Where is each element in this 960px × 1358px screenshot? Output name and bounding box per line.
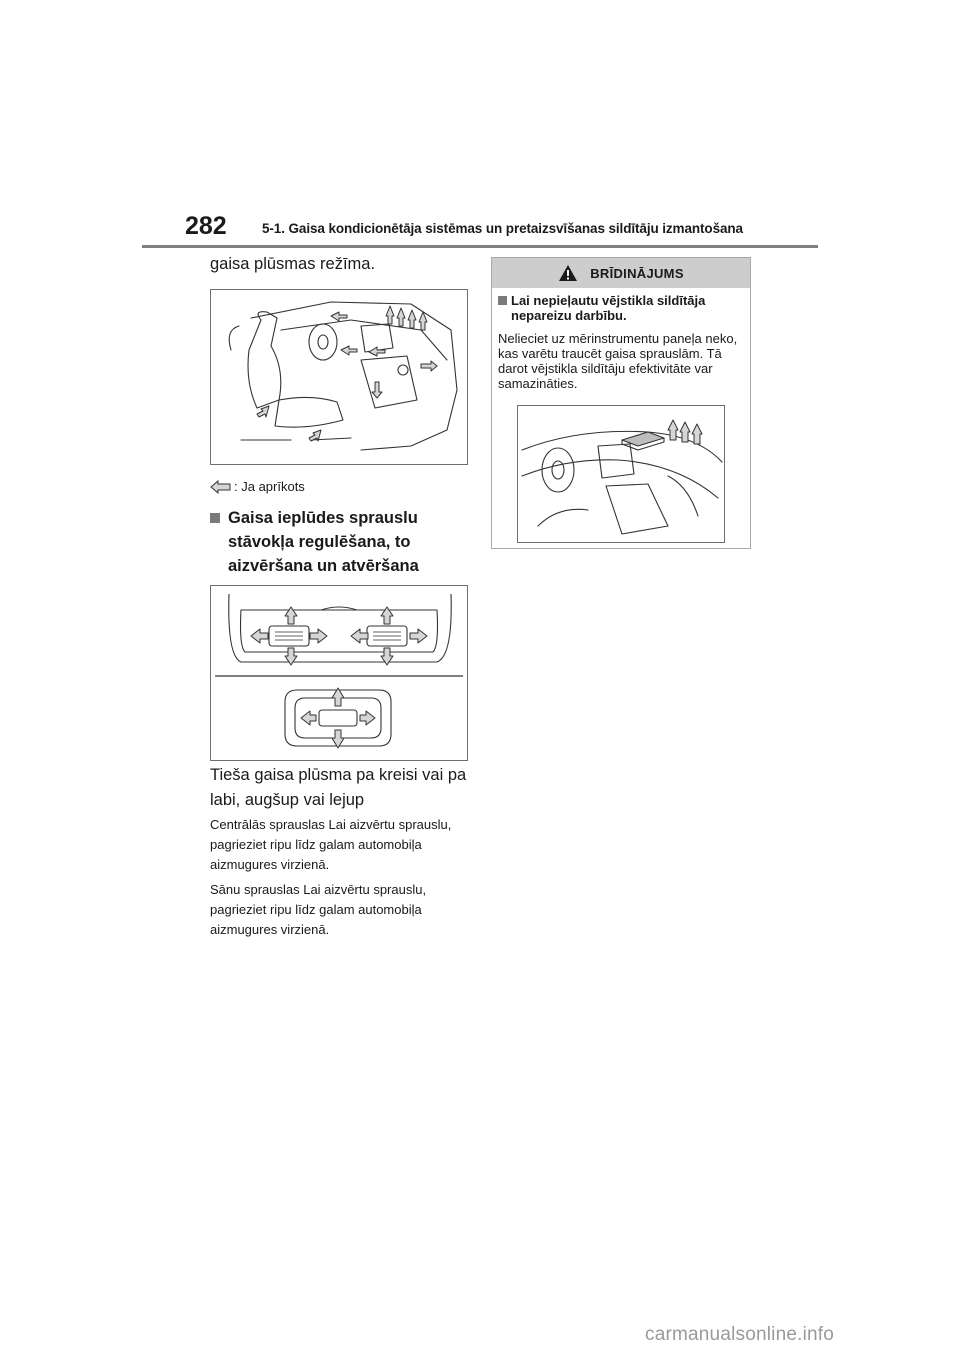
side-vents-paragraph: Sānu sprauslas Lai aizvērtu sprauslu, pagrieziet ripu līdz galam automobiļa aizmugures virzienā. <box>210 882 427 937</box>
bullet-square-icon <box>498 296 507 305</box>
subheading-text: Gaisa ieplūdes sprauslu stāvokļa regulēšana, to aizvēršana un atvēršana <box>228 509 419 575</box>
figure-caption: Tieša gaisa plūsma pa kreisi vai pa labi, augšup vai lejup <box>210 766 467 809</box>
cabin-airflow-illustration <box>210 289 468 465</box>
warning-box <box>491 257 751 549</box>
warning-header <box>492 258 750 288</box>
header-divider <box>142 245 818 248</box>
warning-title: BRĪDINĀJUMS <box>590 265 684 281</box>
section-title: 5-1. Gaisa kondicionētāja sistēmas un pretaizsvīšanas sildītāju izmantošana <box>262 221 743 236</box>
warning-triangle-icon <box>558 264 578 282</box>
page-number: 282 <box>185 212 227 240</box>
optional-equipment-arrow-icon <box>210 480 232 494</box>
subheading-vent-adjustment <box>210 506 470 578</box>
central-vents-paragraph: Centrālās sprauslas Lai aizvērtu sprauslu, pagrieziet ripu līdz galam automobiļa aizmugures virzienā. <box>210 817 452 872</box>
warning-subheading <box>498 293 744 323</box>
warning-subheading-text: Lai nepieļautu vējstikla sildītāja nepareizu darbību. <box>511 293 706 323</box>
dashboard-obstruction-illustration <box>517 405 725 543</box>
warning-text: Nelieciet uz mērinstrumentu paneļa neko, kas varētu traucēt gaisa sprauslām. Tā darot vējstikla sildītāju efektivitāte var samazināties. <box>498 331 738 391</box>
legend-row <box>210 479 305 494</box>
legend-text: : Ja aprīkots <box>234 479 305 494</box>
intro-text: gaisa plūsmas režīma. <box>210 255 376 273</box>
watermark: carmanualsonline.info <box>645 1324 835 1345</box>
vent-direction-illustration <box>210 585 468 761</box>
bullet-square-icon <box>210 513 220 523</box>
